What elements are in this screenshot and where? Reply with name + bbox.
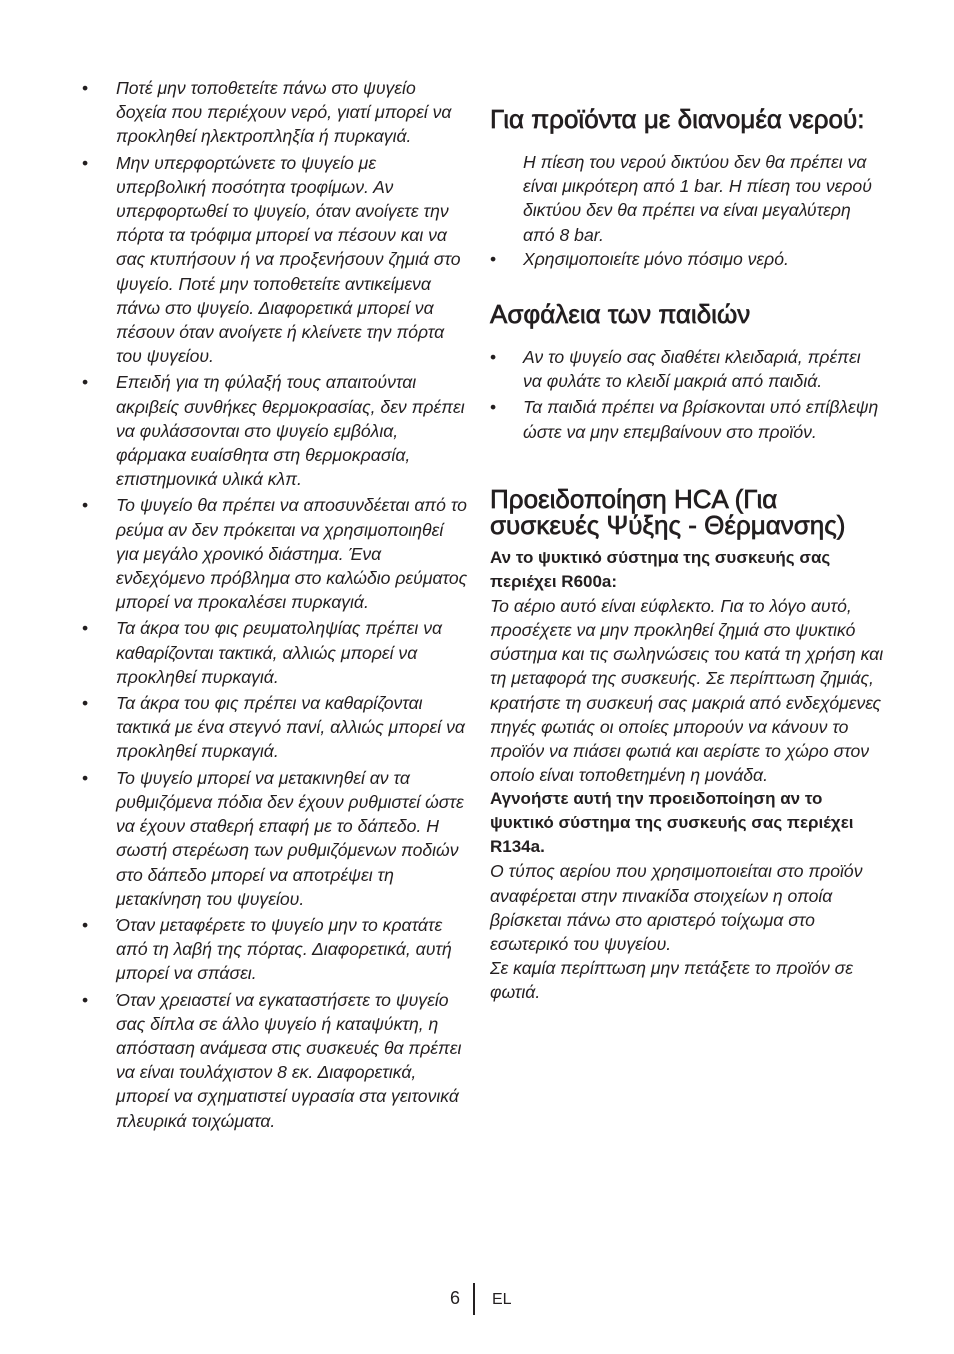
no-fire-paragraph: Σε καμία περίπτωση μην πετάξετε το προϊόν σε φωτιά.	[490, 958, 853, 1003]
language-code: EL	[492, 1291, 512, 1308]
list-item: • Όταν χρειαστεί να εγκαταστήσετε το ψυγείο σας δίπλα σε άλλο ψυγείο ή καταψύκτη, η απόσταση ανάμεσα στις συσκευές θα πρέπει να είναι τουλάχιστον 8 εκ. Διαφορετικά, μπορεί να σχηματιστεί υγρασία στα γειτονικά πλευρικά τοιχώματα.	[78, 988, 470, 1133]
list-item: • Το ψυγείο θα πρέπει να αποσυνδέεται από το ρεύμα αν δεν πρόκειται να χρησιμοποιηθεί για μεγάλο χρονικό διάστημα. Ένα ενδεχόμενο πρόβλημα στο καλώδιο ρεύματος μπορεί να προκαλέσει πυρκαγιά.	[78, 493, 470, 614]
r134a-paragraph: Ο τύπος αερίου που χρησιμοποιείται στο προϊόν αναφέρεται στην πινακίδα στοιχείων η οποία βρίσκεται πάνω στο αριστερό τοίχωμα στο εσωτερικό του ψυγείου.	[490, 861, 863, 955]
r600a-paragraph: Το αέριο αυτό είναι εύφλεκτο. Για το λόγο αυτό, προσέχετε να μην προκληθεί ζημιά στο ψυκτικό σύστημα και τις σωληνώσεις του κατά τη χρήση και τη μεταφορά της συσκευής. Σε περίπτωση ζημιάς, κρατήστε τη συσκευή σας μακριά από ενδεχόμενες πηγές φωτιάς οι οποίες μπορούν να κάνουν το προϊόν να πιάσει φωτιά και αερίστε το χώρο στον οποίο είναι τοποθετημένη η μονάδα.	[490, 595, 884, 786]
list-item: • Τα άκρα του φις ρευματοληψίας πρέπει να καθαρίζονται τακτικά, αλλιώς μπορεί να προκληθεί πυρκαγιά.	[78, 616, 470, 689]
list-item: • Όταν μεταφέρετε το ψυγείο μην το κρατάτε από τη λαβή της πόρτας. Διαφορετικά, αυτή μπορεί να σπάσει.	[78, 913, 470, 986]
r600a-subheading: Αν το ψυκτικό σύστημα της συσκευής σας περιέχει R600a:	[490, 547, 831, 591]
list-item: • Χρησιμοποιείτε μόνο πόσιμο νερό.	[490, 247, 884, 271]
list-item: • Το ψυγείο μπορεί να μετακινηθεί αν τα ρυθμιζόμενα πόδια δεν έχουν ρυθμιστεί ώστε να έχουν σταθερή επαφή με το δάπεδο. Η σωστή στερέωση των ρυθμιζόμενων ποδιών στο δάπεδο μπορεί να αποτρέψει τη μετακίνηση του ψυγείου.	[78, 766, 470, 911]
list-item: • Ποτέ μην τοποθετείτε πάνω στο ψυγείο δοχεία που περιέχουν νερό, γιατί μπορεί να προκληθεί ηλεκτροπληξία ή πυρκαγιά.	[78, 76, 470, 149]
page-number: 6	[450, 1288, 461, 1308]
left-column	[78, 76, 470, 1135]
hca-warning-heading: Προειδοποίηση HCA (Για συσκευές Ψύξης - Θέρμανσης)	[490, 483, 846, 540]
list-item: • Μην υπερφορτώνετε το ψυγείο με υπερβολική ποσότητα τροφίμων. Αν υπερφορτωθεί το ψυγείο, όταν ανοίγετε την πόρτα τα τρόφιμα μπορεί να πέσουν και να σας κτυπήσουν ή να προξενήσουν ζημιά στο ψυγείο. Ποτέ μην τοποθετείτε αντικείμενα πάνω στο ψυγείο. Διαφορετικά μπορεί να πέσουν όταν ανοίγετε ή κλείνετε την πόρτα του ψυγείου.	[78, 151, 470, 369]
child-safety-bullet-list	[490, 345, 884, 444]
water-dispenser-heading: Για προϊόντα με διανομέα νερού:	[490, 104, 865, 134]
water-bullet-list	[490, 247, 884, 271]
list-item: • Τα παιδιά πρέπει να βρίσκονται υπό επίβλεψη ώστε να μην επεμβαίνουν στο προϊόν.	[490, 395, 884, 443]
water-pressure-paragraph: Η πίεση του νερού δικτύου δεν θα πρέπει να είναι μικρότερη από 1 bar. Η πίεση του νερού δικτύου δεν θα πρέπει να είναι μεγαλύτερη από 8 bar.	[523, 152, 872, 245]
footer-divider	[473, 1283, 475, 1315]
safety-bullet-list	[78, 76, 470, 1133]
right-column	[490, 76, 884, 1005]
list-item: • Αν το ψυγείο σας διαθέτει κλειδαριά, πρέπει να φυλάτε το κλειδί μακριά από παιδιά.	[490, 345, 884, 393]
list-item: • Επειδή για τη φύλαξή τους απαιτούνται ακριβείς συνθήκες θερμοκρασίας, δεν πρέπει να φυλάσσονται στο ψυγείο εμβόλια, φάρμακα ευαίσθητα στη θερμοκρασία, επιστημονικά υλικά κλπ.	[78, 370, 470, 491]
r134a-subheading: Αγνοήστε αυτή την προειδοποίηση αν το ψυκτικό σύστημα της συσκευής σας περιέχει R134a.	[490, 789, 854, 857]
list-item: • Τα άκρα του φις πρέπει να καθαρίζονται τακτικά με ένα στεγνό πανί, αλλιώς μπορεί να προκληθεί πυρκαγιά.	[78, 691, 470, 764]
child-safety-heading: Ασφάλεια των παιδιών	[490, 299, 751, 330]
